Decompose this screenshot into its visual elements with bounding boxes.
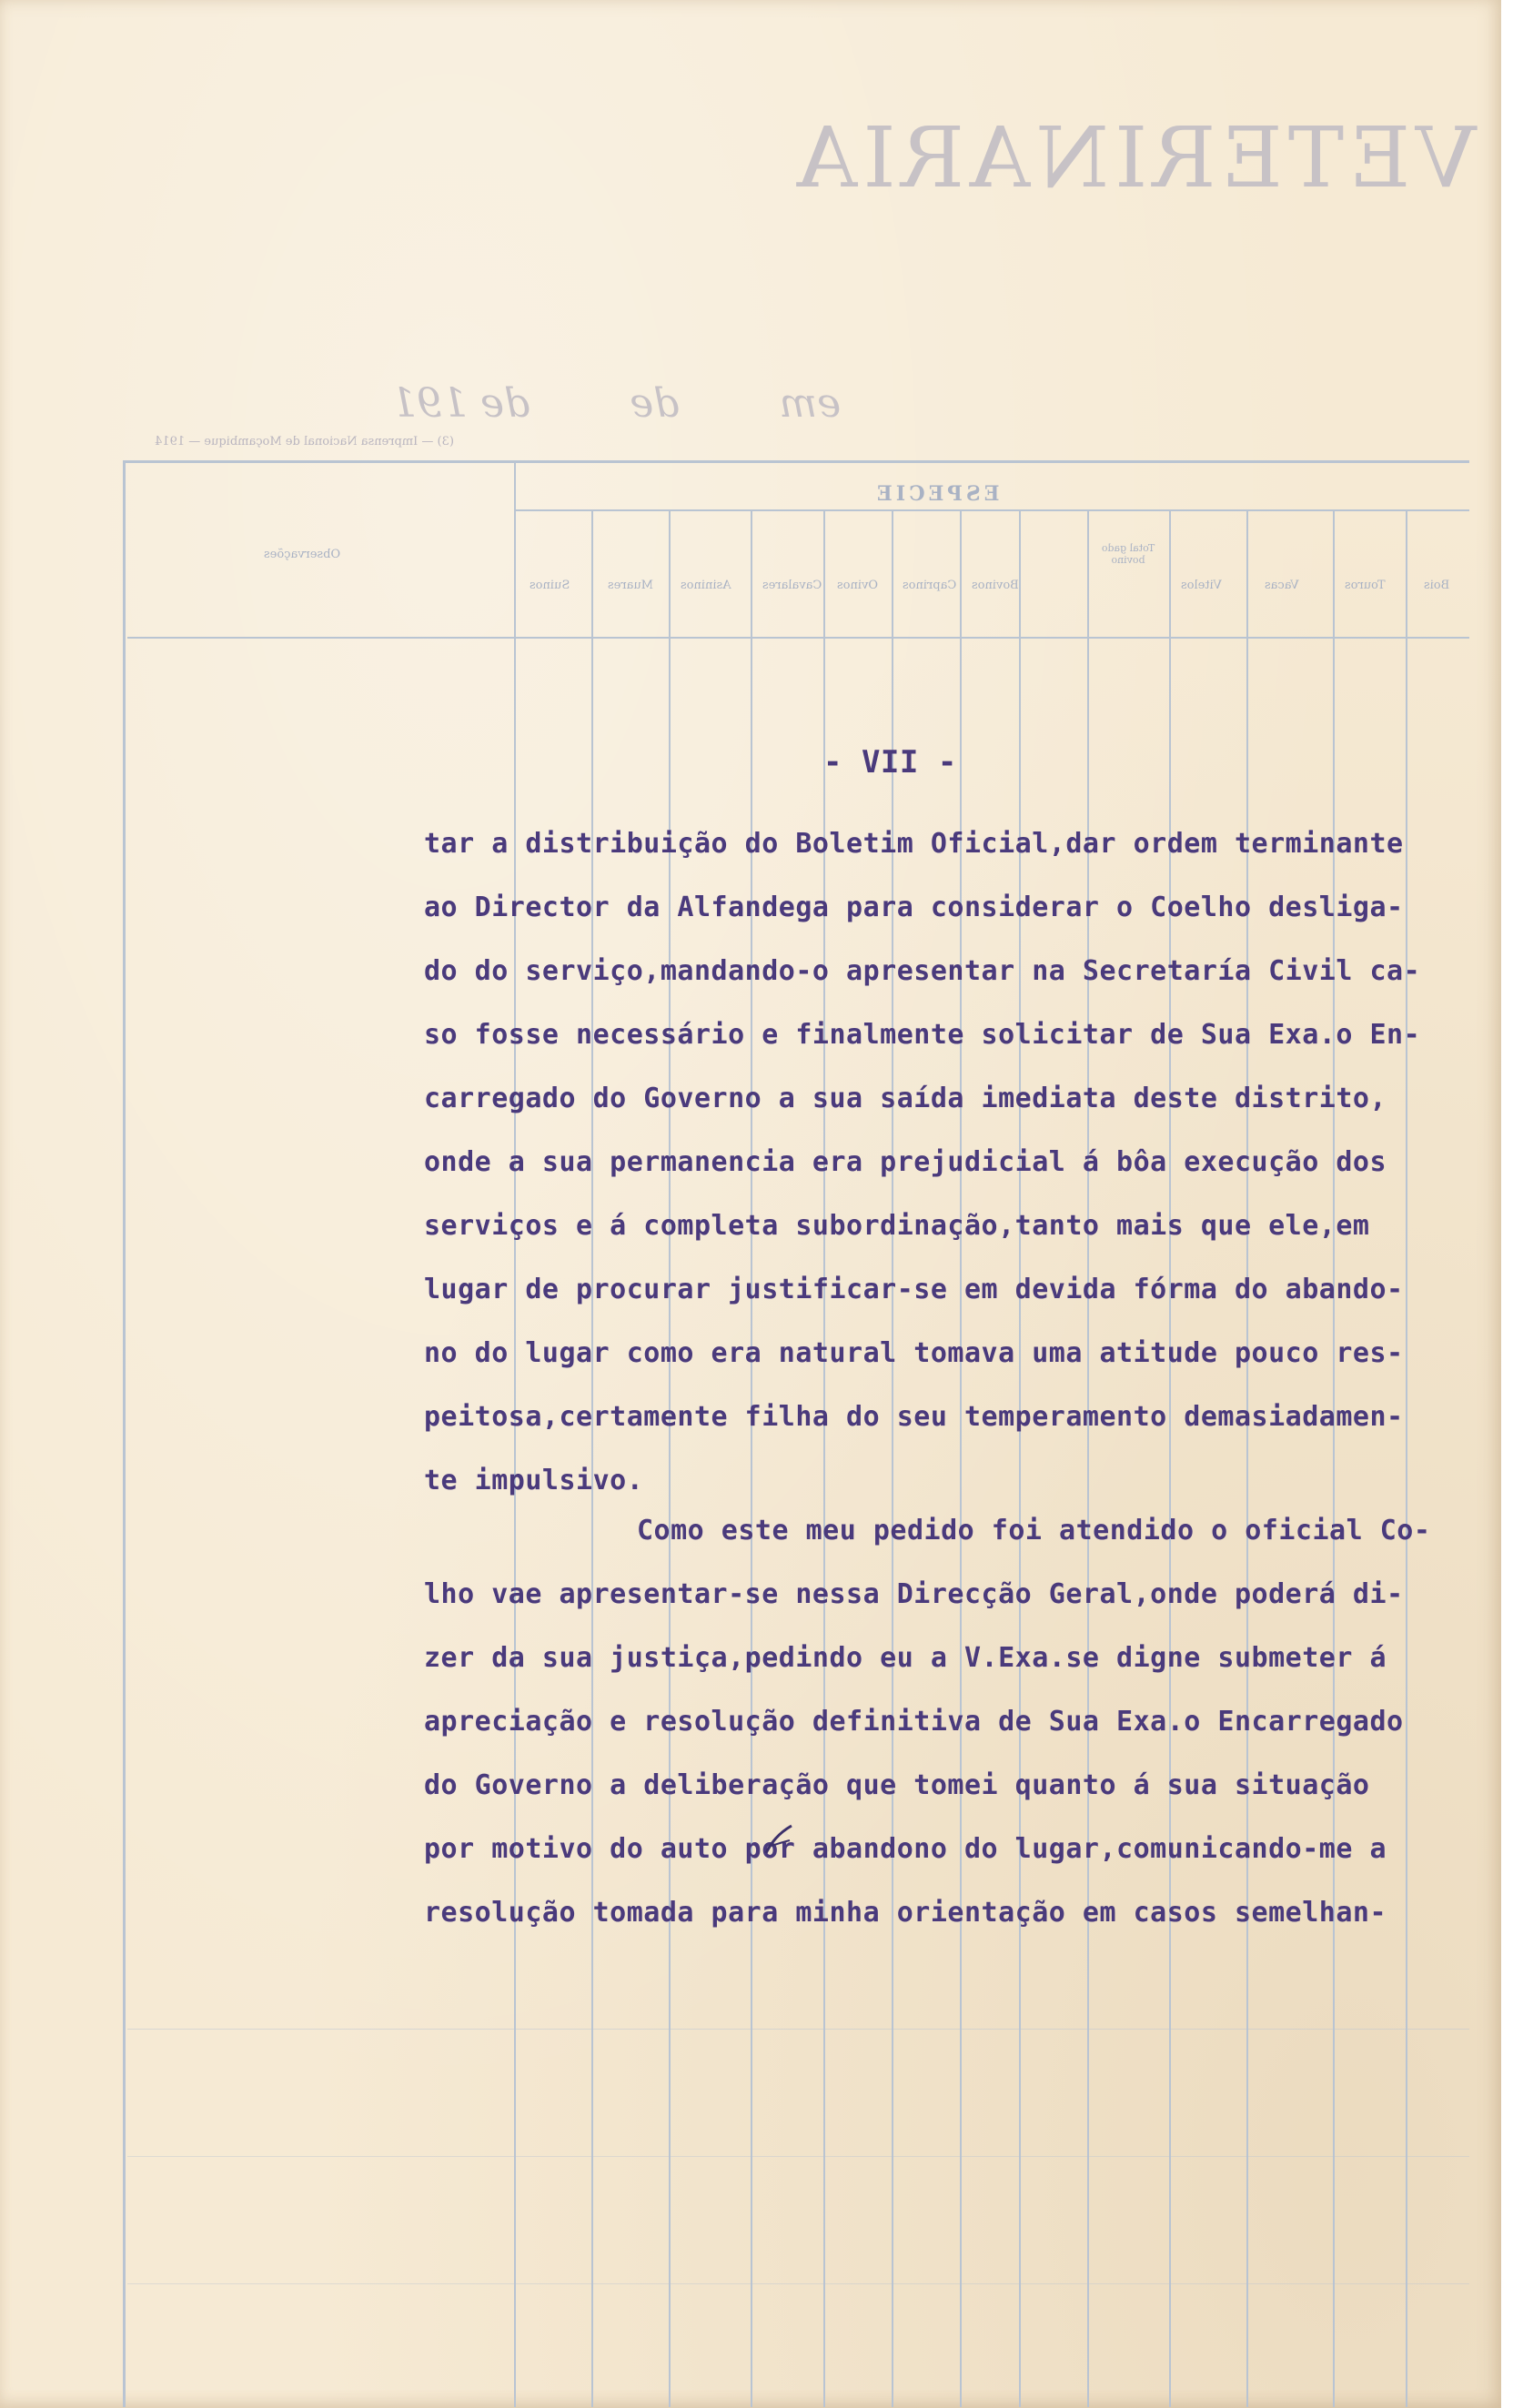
col-header-suinos: Suinos [530,579,570,592]
col-divider [669,511,671,2407]
col-divider [892,511,893,2407]
group-header-line [514,509,1469,511]
letter-line: lho vae apresentar-se nessa Direcção Geral,onde poderá di- [424,1578,1404,1610]
col-divider [591,511,593,2407]
frame-left-line [123,460,126,2407]
letter-line: te impulsivo. [424,1465,644,1496]
letter-line: peitosa,certamente filha do seu temperamento demasiadamen- [424,1401,1404,1433]
col-header-observacoes: Observações [264,548,341,561]
col-header-bovinos: Bovinos [972,579,1019,592]
letter-line: ao Director da Alfandega para considerar o Coelho desliga- [424,892,1404,923]
col-divider [1333,511,1335,2407]
col-header-cavalares: Cavalares [762,579,822,592]
col-header-caprinos: Caprinos [903,579,957,592]
bleed-through-department-title: VETERINARIA [792,109,1477,207]
bleed-through-imprint: (3) — Imprensa Nacional de Moçambique — 1914 [155,435,454,448]
letter-line: tar a distribuição do Boletim Oficial,dar ordem terminante [424,828,1404,860]
col-divider [1246,511,1248,2407]
col-divider [1406,511,1407,2407]
col-divider [960,511,962,2407]
letter-line-paragraph-start: Como este meu pedido foi atendido o oficial Co- [637,1515,1431,1547]
page-number: - VII - [823,744,957,781]
frame-top-line [123,460,1469,463]
col-divider [1019,511,1021,2407]
col-divider [1087,511,1089,2407]
col-header-total-gado: Total gado bovino [1101,542,1155,566]
col-header-asininos: Asininos [681,579,731,592]
col-header-vacas: Vacas [1265,579,1299,592]
row-rule [127,2156,1469,2157]
col-header-vitelos: Vitelos [1181,579,1222,592]
col-header-ovinos: Ovinos [837,579,879,592]
letter-line: do do serviço,mandando-o apresentar na Secretaría Civil ca- [424,955,1421,987]
col-divider [751,511,752,2407]
letter-line: serviços e á completa subordinação,tanto mais que ele,em [424,1210,1370,1242]
col-header-bois: Bois [1424,579,1450,592]
letter-line: lugar de procurar justificar-se em devida fórma do abando- [424,1274,1404,1305]
letter-line: zer da sua justiça,pedindo eu a V.Exa.se digne submeter á [424,1642,1387,1674]
letter-line: onde a sua permanencia era prejudicial á bôa execução dos [424,1146,1387,1178]
row-rule [127,2283,1469,2284]
col-divider [1169,511,1171,2407]
letter-line: no do lugar como era natural tomava uma atitude pouco res- [424,1337,1404,1369]
date-em: em [779,380,842,427]
letter-line: por motivo do auto por abandono do lugar,comunicando-me a [424,1833,1387,1865]
letter-line: so fosse necessário e finalmente solicitar de Sua Exa.o En- [424,1019,1421,1051]
row-rule [127,2029,1469,2030]
header-bottom-line [127,637,1469,639]
col-divider [514,460,516,2407]
header-group-especie: ESPECIE [873,482,1000,506]
letter-line: apreciação e resolução definitiva de Sua Exa.o Encarregado [424,1706,1404,1738]
col-divider [823,511,825,2407]
col-header-touros: Touros [1345,579,1386,592]
handwritten-strike-mark [762,1822,795,1859]
letter-line: resolução tomada para minha orientação em casos semelhan- [424,1897,1387,1929]
col-header-muares: Muares [608,579,654,592]
letter-line: do Governo a deliberação que tomei quanto á sua situação [424,1769,1370,1801]
date-year: de 191 [391,380,530,427]
date-de: de [630,380,680,427]
letter-line: carregado do Governo a sua saída imediata deste distrito, [424,1083,1387,1114]
